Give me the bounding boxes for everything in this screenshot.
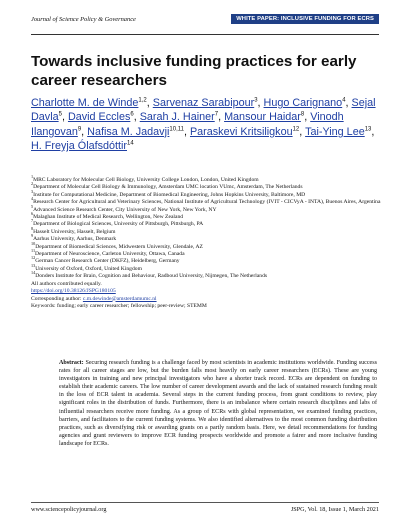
affiliation-text: Department of Biological Sciences, University of Pittsburgh, Pittsburgh, PA [33,221,204,228]
author-affiliation-number: 13 [364,126,372,133]
author-name[interactable]: Mansour Haidar [224,111,301,124]
author-name[interactable]: Paraskevi Kritsiligkou [189,125,293,138]
corresponding-label: Corresponding author: [31,295,82,302]
affiliation-text: Donders Institute for Brain, Cognition and Behaviour, Radboud University, Nijmegen, The Netherlands [35,273,268,280]
affiliation-number: 11 [31,248,36,254]
affiliation-item [31,203,381,217]
affiliation-item [31,240,381,254]
affiliations-block [31,174,381,310]
affiliation-number: 13 [31,263,36,269]
author-name[interactable]: David Eccles [67,111,131,124]
affiliation-number: 7 [31,218,34,224]
affiliation-item [31,218,381,228]
header-rule [31,34,379,35]
author-name[interactable]: Sejal Davla [31,97,376,124]
author-name[interactable]: Nafisa M. Jadavji [87,125,170,138]
affiliation-number: 6 [31,211,34,217]
abstract-text: Securing research funding is a challenge faced by most scientists in academic institutions worldwide. Funding success rates for all career stages are low, but the burden falls most heavily on early career researchers (ECRs). These are young investigators in training and new principal investigators who have a shorter track record. ECRs are dependent on funding to establish their academic careers. The low number of career development awards and the lack of sustained research funding result in the loss of ECR talent in academia. Several steps in the current funding process, from grant conditions to review, play significant roles in the distribution of funds. Furthermore, there is an imbalance where certain research disciplines and labs of influential researchers receive more funding. As a group of ECRs with global representation, we examined funding practices, barriers, and facilitators to the current funding systems. We also identified alternatives to the most common funding distribution practices, such as diversifying risk or awarding grants on a partly random basis. Here, we detail recommendations for funding agencies and grant reviewers to improve ECR funding prospects worldwide and promote a fairer and more inclusive funding landscape for ECRs. [59,360,377,447]
page-header [31,16,379,30]
author-affiliation-number: 12 [292,126,300,133]
journal-website: www.sciencepolicyjournal.org [31,506,107,513]
author-affiliation-number: 9 [77,126,82,133]
author-name[interactable]: Sarvenaz Sarabipour [152,97,255,109]
author-affiliation-number: 1,2 [138,97,147,104]
affiliation-text: Institute for Computational Medicine, Department of Biomedical Engineering, Johns Hopkins University, Baltimore, MD [33,191,306,198]
author-name[interactable]: Tai-Ying Lee [305,125,365,138]
author-name[interactable]: Sarah J. Hainer [139,111,215,124]
abstract [59,359,377,448]
affiliation-number: 8 [31,225,34,231]
contribution-note: All authors contributed equally. [31,280,102,287]
affiliation-text: Malaghan Institute of Medical Research, Wellington, New Zealand [33,214,184,221]
author-list: Charlotte M. de Winde$^{1,2}$, Sarvenaz Sarabipour$^3$, Hugo Carignano$^4$, Sejal Davla$^5$, David Eccles$^6$, Sarah J. Hainer$^7$, Mansour Haidar$^8$, Vinodh Ilangovan$^9$, Nafisa M. Jadavji$^{10,11}$, Paraskevi Kritsiligkou$^{12}$, Tai-Ying Lee$^{13}$, H. Freyja Ólafsdóttir$^{14}$ [31,97,376,153]
affiliation-item [31,233,381,243]
affiliation-text: Hasselt University, Hasselt, Belgium [33,228,116,235]
affiliation-number: 9 [31,233,34,239]
footer-rule [31,502,379,503]
affiliation-text: Department of Molecular Cell Biology & Immunology, Amsterdam UMC location VUmc, Amsterdam, The Netherlands [33,184,303,191]
affiliation-text: University of Oxford, Oxford, United Kingdom [35,265,142,272]
affiliation-item [31,255,381,265]
author-affiliation-number: 10,11 [169,126,184,133]
author-affiliation-number: 5 [58,111,62,118]
section-tag: WHITE PAPER: INCLUSIVE FUNDING FOR ECRS [231,14,379,24]
affiliation-list [31,174,381,281]
corresponding-author [31,296,381,303]
affiliation-text: Department of Neuroscience, Carleton University, Ottawa, Canada [35,251,185,258]
issue-info: JSPG, Vol. 18, Issue 1, March 2021 [290,506,379,513]
affiliation-text: Research Center for Agricultural and Veterinary Sciences, National Institute of Agricultural Technology (IVIT - CICVyA - INTA), Buenos Aires, Argentina [33,199,381,206]
affiliation-number: 5 [31,203,34,209]
affiliation-number: 4 [31,196,34,202]
author-affiliation-number: 6 [130,111,134,118]
author-affiliation-number: 8 [300,111,305,118]
affiliation-item [31,181,381,191]
author-affiliation-number: 3 [254,97,258,104]
author-name[interactable]: H. Freyja Ólafsdóttir [31,140,127,153]
affiliation-number: 3 [31,188,34,194]
affiliation-number: 1 [31,174,34,180]
author-name[interactable]: Hugo Carignano [263,97,343,109]
doi-link[interactable]: https://doi.org/10.38126/JSPG180105 [31,288,116,295]
corresponding-email-link[interactable]: c.m.dewinde@amsterdamumc.nl [82,295,157,302]
affiliation-text: German Cancer Research Center (DKFZ), Heidelberg, Germany [35,258,180,265]
author-name[interactable]: Charlotte M. de Winde [31,97,139,109]
author-affiliation-number: 14 [127,140,134,147]
affiliation-number: 10 [31,240,36,246]
affiliation-number: 14 [31,270,36,276]
affiliation-item [31,270,381,280]
affiliation-number: 12 [31,255,36,261]
affiliation-text: Aarhus University, Aarhus, Denmark [33,236,117,243]
affiliation-number: 2 [31,181,34,187]
affiliation-text: MRC Laboratory for Molecular Cell Biology, University College London, London, United Kingdom [33,177,259,183]
paper-title: Towards inclusive funding practices for early career researchers [31,53,357,89]
affiliation-text: Department of Biomedical Sciences, Midwestern University, Glendale, AZ [35,243,203,250]
author-name[interactable]: Vinodh Ilangovan [31,111,344,138]
author-affiliation-number: 7 [214,111,219,118]
journal-name: Journal of Science Policy & Governance [31,16,136,23]
affiliation-item [31,196,381,206]
affiliation-text: Advanced Science Research Center, City University of New York, New York, NY [33,206,217,213]
keywords: Keywords: funding; early career researcher; fellowship; peer-review; STEMM [31,302,207,309]
author-affiliation-number: 4 [342,97,346,104]
abstract-label: Abstract: [59,360,84,366]
